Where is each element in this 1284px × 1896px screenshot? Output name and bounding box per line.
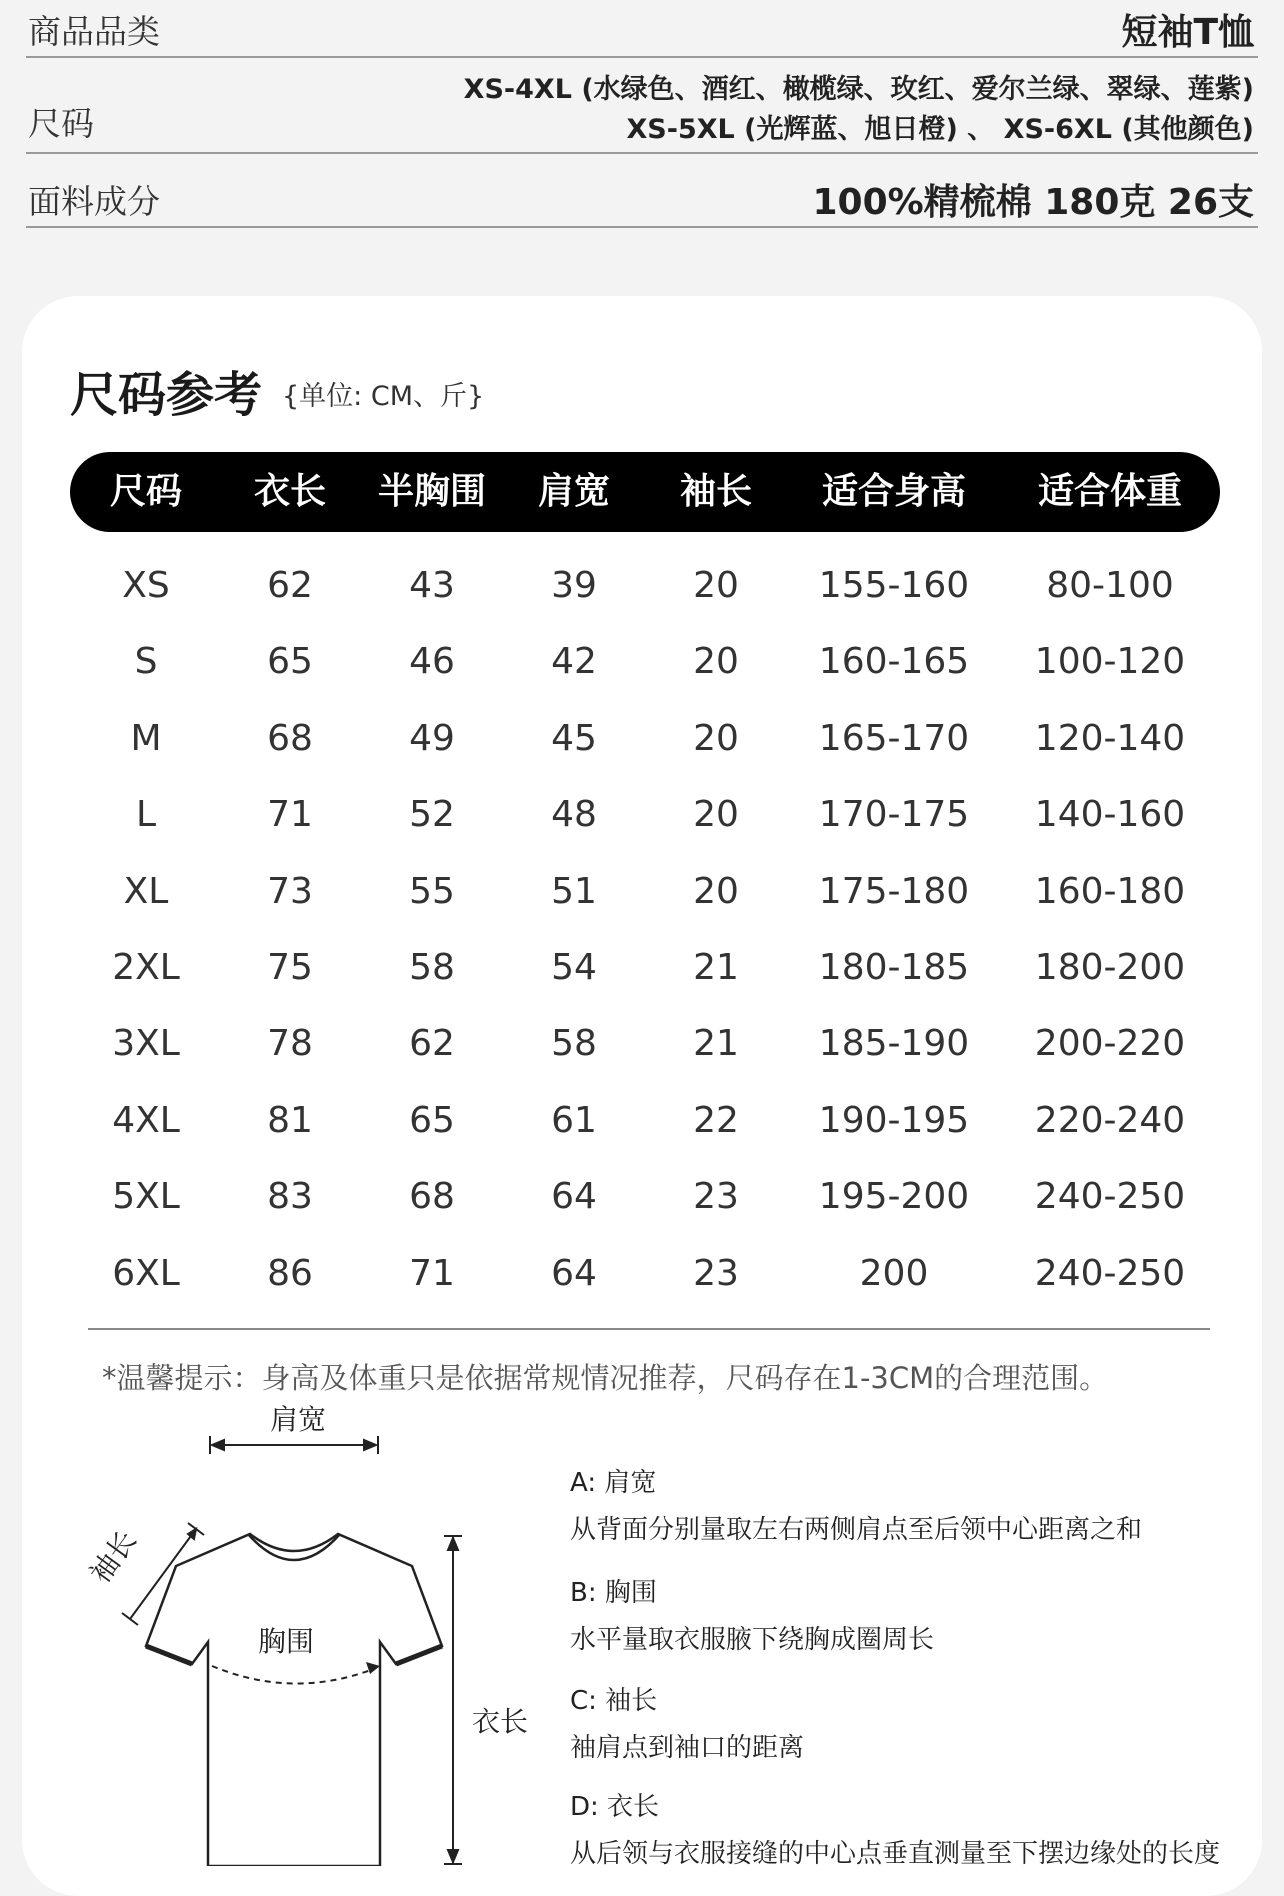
cell-height: 160-165 <box>818 641 970 683</box>
measure-d <box>570 1786 1220 1870</box>
table-row <box>22 930 1262 1006</box>
measure-a <box>570 1462 1142 1546</box>
size-value <box>464 70 1254 150</box>
cell-shoulder: 45 <box>551 717 597 759</box>
table-row <box>22 1159 1262 1235</box>
cell-size: XL <box>123 870 169 912</box>
table-row <box>22 1083 1262 1159</box>
category-label: 商品品类 <box>28 12 160 51</box>
cell-sleeve: 21 <box>693 1023 739 1065</box>
header-half-chest: 半胸围 <box>377 471 487 512</box>
measure-a-desc: 从背面分别量取左右两侧肩点至后领中心距离之和 <box>570 1515 1143 1545</box>
cell-size: XS <box>122 565 170 606</box>
cell-weight: 220-240 <box>1034 1099 1186 1141</box>
cell-half-chest: 49 <box>409 717 455 759</box>
cell-weight: 240-250 <box>1034 1252 1186 1294</box>
spec-row-category <box>26 0 1258 58</box>
cell-sleeve: 23 <box>693 1176 739 1218</box>
header-height: 适合身高 <box>821 471 967 512</box>
size-label: 尺码 <box>28 104 94 143</box>
cell-half-chest: 46 <box>409 641 455 683</box>
table-row <box>22 548 1262 624</box>
cell-shoulder: 64 <box>551 1176 597 1218</box>
cell-height: 195-200 <box>818 1176 970 1218</box>
cell-shoulder: 54 <box>551 947 597 988</box>
table-row <box>22 777 1262 853</box>
category-value: 短袖T恤 <box>1121 12 1254 53</box>
spec-row-fabric <box>26 156 1258 228</box>
table-row <box>22 854 1262 930</box>
cell-length: 68 <box>267 717 313 759</box>
cell-length: 62 <box>267 565 313 606</box>
cell-size: 5XL <box>112 1176 180 1218</box>
header-size: 尺码 <box>109 471 183 512</box>
cell-half-chest: 52 <box>409 794 455 836</box>
cell-weight: 160-180 <box>1034 870 1186 912</box>
cell-shoulder: 64 <box>551 1252 597 1294</box>
cell-height: 175-180 <box>818 870 970 912</box>
cell-half-chest: 71 <box>409 1252 455 1294</box>
cell-sleeve: 22 <box>693 1099 739 1141</box>
cell-length: 71 <box>267 794 313 836</box>
diagram-label-sleeve: 袖长 <box>83 1524 144 1590</box>
header-length: 衣长 <box>253 471 327 512</box>
measure-c-title: C: 袖长 <box>570 1686 658 1716</box>
cell-shoulder: 58 <box>551 1023 597 1065</box>
measure-c <box>570 1680 804 1764</box>
table-row <box>22 624 1262 700</box>
cell-weight: 80-100 <box>1046 565 1174 606</box>
size-chart-title: 尺码参考 <box>70 367 263 423</box>
diagram-label-chest: 胸围 <box>258 1625 315 1658</box>
cell-height: 165-170 <box>818 717 970 759</box>
cell-half-chest: 65 <box>409 1099 455 1141</box>
cell-height: 200 <box>859 1252 929 1294</box>
measure-b <box>570 1572 934 1656</box>
table-divider <box>88 1328 1210 1330</box>
fabric-label: 面料成分 <box>28 182 160 221</box>
cell-height: 155-160 <box>818 565 970 606</box>
cell-length: 78 <box>267 1023 313 1065</box>
cell-length: 81 <box>267 1099 313 1141</box>
cell-size: 2XL <box>112 947 180 988</box>
cell-weight: 240-250 <box>1034 1176 1186 1218</box>
measurement-diagram <box>62 1403 542 1870</box>
cell-height: 170-175 <box>818 794 970 836</box>
cell-half-chest: 55 <box>409 870 455 912</box>
cell-length: 75 <box>267 947 313 988</box>
cell-weight: 200-220 <box>1034 1023 1186 1065</box>
size-chart-unit: {单位: CM、斤} <box>282 381 485 412</box>
cell-sleeve: 20 <box>693 565 739 606</box>
cell-length: 83 <box>267 1176 313 1218</box>
cell-half-chest: 43 <box>409 565 455 606</box>
header-weight: 适合体重 <box>1037 471 1183 512</box>
measure-a-title: A: 肩宽 <box>570 1468 657 1498</box>
cell-half-chest: 62 <box>409 1023 455 1065</box>
cell-sleeve: 21 <box>693 947 739 988</box>
cell-sleeve: 23 <box>693 1252 739 1294</box>
cell-height: 180-185 <box>818 947 970 988</box>
cell-shoulder: 51 <box>551 870 597 912</box>
cell-half-chest: 68 <box>409 1176 455 1218</box>
size-value-line2: XS-5XL (光辉蓝、旭日橙) 、 XS-6XL (其他颜色) <box>626 114 1254 145</box>
cell-length: 86 <box>267 1252 313 1294</box>
cell-weight: 120-140 <box>1034 717 1186 759</box>
cell-size: 3XL <box>112 1023 180 1065</box>
cell-size: L <box>135 794 157 836</box>
size-chart-card <box>22 296 1262 1896</box>
cell-sleeve: 20 <box>693 794 739 836</box>
spec-row-size <box>26 60 1258 154</box>
cell-size: 4XL <box>112 1099 180 1141</box>
fabric-value: 100%精梳棉 180克 26支 <box>812 182 1254 223</box>
cell-size: 6XL <box>112 1252 180 1294</box>
size-value-line1: XS-4XL (水绿色、酒红、橄榄绿、玫红、爱尔兰绿、翠绿、莲紫) <box>463 74 1254 105</box>
table-header <box>70 452 1220 532</box>
diagram-label-shoulder: 肩宽 <box>270 1403 327 1436</box>
measure-d-desc: 从后领与衣服接缝的中心点垂直测量至下摆边缘处的长度 <box>570 1839 1221 1869</box>
cell-height: 190-195 <box>818 1099 970 1141</box>
cell-size: M <box>130 717 162 759</box>
cell-length: 73 <box>267 870 313 912</box>
header-sleeve: 袖长 <box>679 471 753 512</box>
table-row <box>22 1236 1262 1312</box>
measure-d-title: D: 衣长 <box>570 1792 660 1822</box>
table-row <box>22 1006 1262 1082</box>
cell-weight: 100-120 <box>1034 641 1186 683</box>
cell-weight: 140-160 <box>1034 794 1186 836</box>
measure-c-desc: 袖肩点到袖口的距离 <box>570 1733 805 1763</box>
cell-sleeve: 20 <box>693 641 739 683</box>
cell-sleeve: 20 <box>693 870 739 912</box>
size-note: *温馨提示：身高及体重只是依据常规情况推荐，尺码存在1-3CM的合理范围。 <box>102 1361 1109 1395</box>
cell-length: 65 <box>267 641 313 683</box>
cell-size: S <box>134 641 158 683</box>
cell-shoulder: 61 <box>551 1099 597 1141</box>
cell-shoulder: 39 <box>551 565 597 606</box>
cell-shoulder: 48 <box>551 794 597 836</box>
measure-b-desc: 水平量取衣服腋下绕胸成圈周长 <box>570 1625 935 1655</box>
cell-height: 185-190 <box>818 1023 970 1065</box>
cell-half-chest: 58 <box>409 947 455 988</box>
header-shoulder: 肩宽 <box>537 471 611 512</box>
cell-weight: 180-200 <box>1034 947 1186 988</box>
cell-shoulder: 42 <box>551 641 597 683</box>
diagram-label-length: 衣长 <box>472 1705 529 1738</box>
table-row <box>22 701 1262 777</box>
measure-b-title: B: 胸围 <box>570 1578 657 1608</box>
cell-sleeve: 20 <box>693 717 739 759</box>
